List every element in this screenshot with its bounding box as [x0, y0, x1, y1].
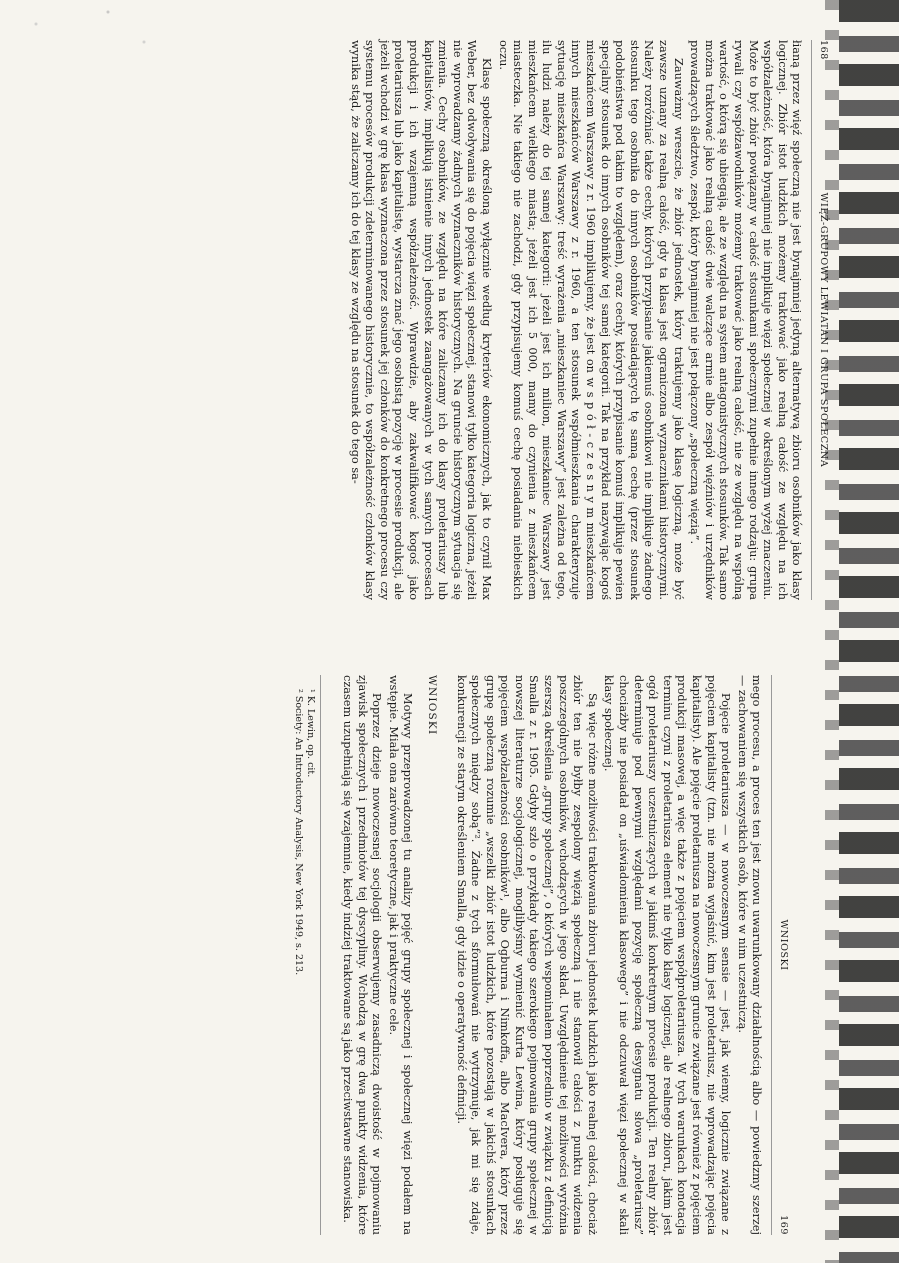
footnote: ² Society: An Introductory Analysis, New York 1949, s. 213.	[293, 689, 305, 976]
conclusion-paragraph: Motywy przeprowadzonej tu analizy pojęć grupy społecznej i społecznej więzi podałem na wstępie. Miała ona zarówno teoretyczne, jak i praktyczne cele.	[386, 675, 415, 1235]
footnotes	[292, 675, 321, 1235]
right-paragraph: Pojęcie proletariusza — w nowoczesnym sensie — jest, jak wiemy, logicznie związane z pojęciem kapitalisty (tzn. nie można wyjaśnić, kim jest proletariusz, nie wprowadzając pojęcia kapitalisty). Ale pojęcie proletariusza na nowoczesnym gruncie związane jest również z pojęciem produkcji masowej, a więc także z pojęciem współproletariusza. W tych warunkach konotacja terminu czyni z proletariusza element nie tylko klasy logicznej, ale realnego zbioru, jakim jest ogół proletariuszy uczestniczących w jakimś konkretnym procesie produkcji. Ten realny zbiór determinuje pod pewnymi względami pozycję społeczną desygnatu słowa „proletariusz” chociażby nie posiadał on „uświadomienia klasowego” i nie odczuwał więzi społecznej w skali klasy społecznej.	[602, 675, 733, 1235]
left-page-number: 168	[818, 40, 829, 60]
section-title: WNIOSKI	[425, 675, 438, 736]
right-page	[292, 675, 790, 1235]
right-page-number: 169	[778, 1215, 789, 1235]
left-paragraph: Zauważmy wreszcie, że zbiór jednostek, który traktujemy jako klasę logiczną, może być zawsze uznany za realną całość, gdy ta klasa jest ograniczona wyznacznikami historycznymi. Należy rozróżniać także cechy, których przypisanie jakiemuś osobnikowi nie implikuje żadnego stosunku tego osobnika do innych osobników posiadających tę samą cechę (przez stosunek podobieństwa pod takim to względem), oraz cechy, których przypisanie komuś implikuje pewien specjalny stosunek do innych osobników tej samej kategorii. Tak na przykład nazywając kogoś mieszkańcem Warszawy z r. 1960 implikujemy, że jest on w s p ó ł - c z e s n y m mieszkańcem innych mieszkańców Warszawy z r. 1960, a ten stosunek współmieszkania charakteryzuje sytuację mieszkańca Warszawy: treść wyrażenia „mieszkaniec Warszawy” jest zależna od tego, ilu ludzi należy do tej samej kategorii: jeżeli jest ich milion, mieszkaniec Warszawy jest mieszkańcem wielkiego miasta; jeżeli jest ich 5 000, mamy do czynienia z mieszkańcem miasteczka. Nie takiego nie zachodzi, gdy przypisujemy komuś cechę posiadania niebieskich oczu.	[496, 40, 685, 600]
right-running-title: WNIOSKI	[778, 919, 789, 971]
left-running-title: WIĘŹ-GRUPOWY LEWIATAN I GRUPA SPOŁECZNA	[818, 192, 829, 468]
left-paragraph: Klasę społeczną określoną wyłącznie według kryteriów ekonomicznych, jak to czynił Max Weber, bez odwoływania się do pojęcia więzi społecznej, stanowi tylko kategoria logiczna, jeżeli nie wprowadzamy żadnych wyznaczników historycznych. Na gruncie historycznym sytuacja się zmienia. Cechy osobników, ze względu na które zaliczamy ich do klasy proletariuszy lub kapitalistów, implikują istnienie innych jednostek zaangażowanych w tych samych procesach produkcji i ich wzajemną współzależność. Wprawdzie, aby zakwalifikować kogoś jako proletariusza lub jako kapitalistę, wystarcza znać jego osobistą pozycję w procesie produkcji, ale jeżeli wchodzi w grę klasa wyznaczona przez stosunek jej członków do konkretnego procesu czy systemu procesów produkcji zdeterminowanego historycznie, to współzależność członków klasy wynika stąd, że zaliczamy ich do tej klasy ze względu na stosunek do tego sa-	[348, 40, 493, 600]
footnote: ¹ K. Lewin, op. cit.	[305, 689, 317, 778]
torn-edge	[839, 0, 899, 1263]
right-paragraph: Są więc różne możliwości traktowania zbioru jednostek ludzkich jako realnej całości, chociaż zbiór ten nie byłby zespolony więzią społeczną i nie stanowił całości z punktu widzenia poszczególnych osobników, wchodzących w jego skład. Uwzględnienie tej możliwości wyróżnia szerszą określenia „grupy społecznej”, o których wspominałem poprzednio w związku z definicją Smalla z r. 1905. Gdyby szło o przykłady takiego szerokiego pojmowania grupy społecznej w nowszej literaturze socjologicznej, moglibyśmy wymienić Kurta Lewina, który posługuje się pojęciem współzależności osobników¹, albo Ogburna i Nimkoffa, albo MacIvera, który przez grupę społeczną rozumie „wszelki zbiór istot ludzkich, które pozostają w jakichś stosunkach społecznych między sobą”². Żadne z tych sformułowań nie wytrzymuje, jak mi się zdaje, konkurencji ze starym określeniem Smalla, gdy idzie o operatywność definicji.	[454, 675, 599, 1235]
left-running-head	[811, 40, 830, 600]
right-running-head	[771, 675, 790, 1235]
left-paragraph: łianą przez więź społeczną nie jest bynajmniej jedyną alternatywą zbioru osobników jako klasy logicznej. Zbiór istot ludzkich możemy traktować jako realną całość ze względu na ich współzależność, która bynajmniej nie implikuje więzi społecznej w określonym wyżej znaczeniu. Może to być zbiór powiązany w całość stosunkami społecznymi zupełnie innego rodzaju: grupa rywali czy współzawodników możemy traktować jako realną całość, nie ze względu na wspólną wartość, o którą się ubiegają, ale ze względu na system antagonistycznych stosunków. Tak samo można traktować jako realną całość dwie walczące armie albo zespół więźniów i urzędników prowadzących śledztwo, zespół, który bynajmniej nie jest połączony „społeczną więzią”.	[688, 40, 804, 600]
scan-noise	[0, 0, 180, 60]
left-page	[345, 40, 830, 600]
right-paragraph: mego procesu, a proces ten jest znowu uwarunkowany działalnością albo — powiedzmy szerzej — zachowaniem się wszystkich osób, które w nim uczestniczą.	[735, 675, 764, 1235]
conclusion-paragraph: Poprzez dzieje nowoczesnej socjologii obserwujemy zasadniczą dwoistość w pojmowaniu zjawisk społecznych i przedmiotów tej dyscypliny. Wchodzą w grę dwa punkty widzenia, które czasem uzupełniają się wzajemnie, kiedy indziej traktowane są jako przeciwstawne stanowiska.	[340, 675, 384, 1235]
